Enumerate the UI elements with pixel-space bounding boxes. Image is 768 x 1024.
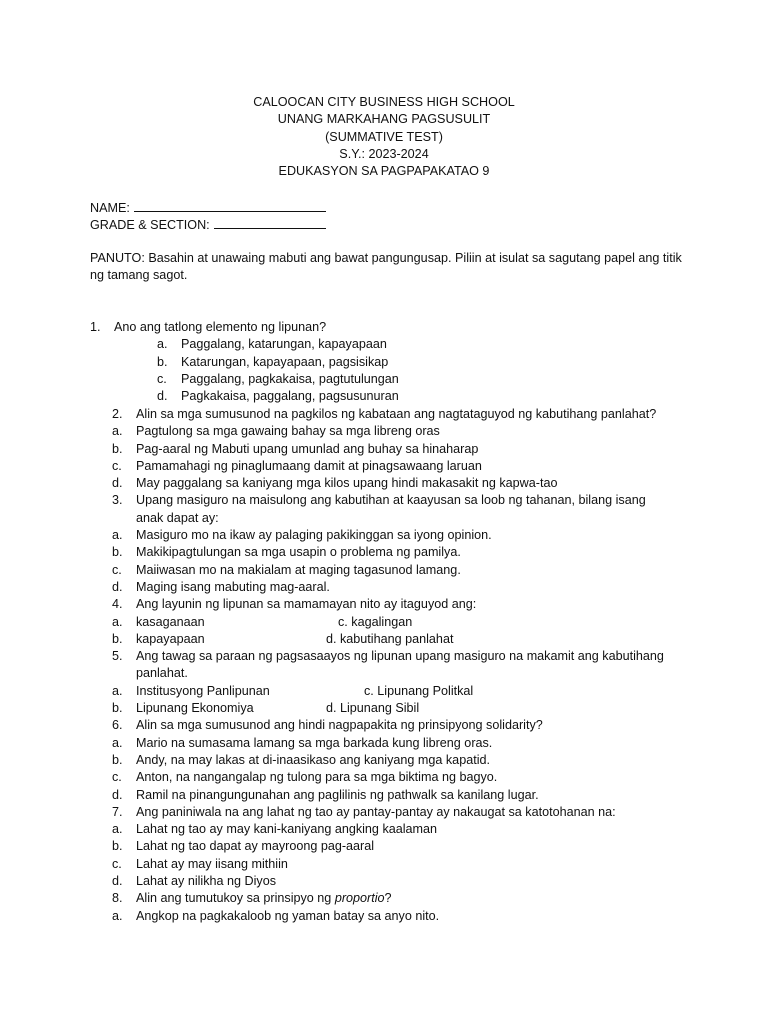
choice-letter: b.	[112, 441, 123, 456]
question-text: Ang layunin ng lipunan sa mamamayan nito ay itaguyod ang:	[136, 597, 477, 612]
choice-text: Katarungan, kapayapaan, pagsisikap	[181, 354, 389, 369]
choice-text: c. kagalingan	[338, 614, 413, 629]
name-field	[90, 199, 326, 217]
question-number: 4.	[112, 597, 123, 612]
question-number: 1.	[90, 320, 101, 334]
choice-letter: d.	[112, 476, 123, 491]
choice-text: Institusyong Panlipunan	[136, 683, 270, 698]
choice-text: Lahat ng tao dapat ay mayroong pag-aaral	[136, 839, 375, 854]
question-3	[112, 492, 672, 527]
question-text: Upang masiguro na maisulong ang kabutihan at kaayusan sa loob ng tahanan, bilang isang anak dapat ay:	[136, 493, 646, 525]
question-text: Alin sa mga sumusunod ang hindi nagpapakita ng prinsipyong solidarity?	[136, 718, 543, 733]
choice	[112, 562, 672, 579]
question-2	[112, 406, 672, 423]
choice	[112, 423, 672, 440]
choice	[112, 458, 672, 475]
choice-text: Mario na sumasama lamang sa mga barkada kung libreng oras.	[136, 735, 493, 750]
choice-letter: a.	[112, 683, 123, 698]
choice-letter: b.	[112, 631, 123, 646]
directions: PANUTO: Basahin at unawaing mabuti ang bawat pangungusap. Piliin at isulat sa sagutang papel ang titik ng tamang sagot.	[90, 251, 682, 283]
choice-text: May paggalang sa kaniyang mga kilos upang hindi makasakit ng kapwa-tao	[136, 476, 558, 491]
exam-header	[0, 94, 768, 180]
choice-text: Andy, na may lakas at di-inaasikaso ang kaniyang mga kapatid.	[136, 752, 490, 767]
choice-text: Pamamahagi ng pinaglumaang damit at pinagsawaang laruan	[136, 458, 482, 473]
question-8	[112, 890, 672, 907]
choice-row	[112, 631, 672, 648]
question-text: Ang tawag sa paraan ng pagsasaayos ng lipunan upang masiguro na makamit ang kabutihang panlahat.	[136, 649, 664, 681]
choice-letter: a.	[112, 614, 123, 629]
choice-text: Masiguro mo na ikaw ay palaging pakikinggan sa iyong opinion.	[136, 528, 492, 543]
choice	[112, 838, 672, 855]
choice-row	[112, 683, 672, 700]
school-name: CALOOCAN CITY BUSINESS HIGH SCHOOL	[253, 95, 515, 109]
choice	[112, 752, 672, 769]
grade-section-label: GRADE & SECTION:	[90, 218, 210, 232]
question-number: 8.	[112, 891, 123, 906]
choice-text: d. kabutihang panlahat	[326, 631, 454, 646]
choice-letter: c.	[157, 371, 167, 386]
choice-text: Lahat ay may iisang mithiin	[136, 856, 288, 871]
question-text-italic: proportio	[334, 891, 385, 906]
choice-text: Lipunang Ekonomiya	[136, 701, 254, 716]
choice	[112, 821, 672, 838]
choice-letter: d.	[112, 787, 123, 802]
choice-row	[112, 614, 672, 631]
choice-letter: c.	[112, 458, 122, 473]
choice-letter: b.	[112, 752, 123, 767]
grade-section-field	[90, 216, 326, 234]
choice	[112, 441, 672, 458]
question-text: Alin sa mga sumusunod na pagkilos ng kabataan ang nagtataguyod ng kabutihang panlahat?	[136, 407, 657, 421]
choice	[157, 388, 399, 405]
choice-letter: a.	[112, 735, 123, 750]
choice-letter: b.	[112, 839, 123, 854]
choice	[112, 873, 672, 890]
question-number: 6.	[112, 718, 123, 733]
question-text: Ang paniniwala na ang lahat ng tao ay pantay-pantay ay nakaugat sa katotohanan na:	[136, 804, 616, 819]
grade-section-blank	[214, 216, 326, 229]
school-year: S.Y.: 2023-2024	[339, 146, 429, 161]
choice-text: Pagkakaisa, paggalang, pagsusunuran	[181, 389, 399, 404]
choice-text: Pag-aaral ng Mabuti upang umunlad ang buhay sa hinaharap	[136, 441, 479, 456]
choice-text: Makikipagtulungan sa mga usapin o problema ng pamilya.	[136, 545, 461, 560]
choice-text: Pagtulong sa mga gawaing bahay sa mga libreng oras	[136, 424, 440, 439]
question-5	[112, 648, 672, 683]
choice-text: Paggalang, katarungan, kapayapaan	[181, 337, 387, 352]
choice-text: Ramil na pinangungunahan ang paglilinis ng pathwalk sa kanilang lugar.	[136, 787, 539, 802]
choice	[112, 856, 672, 873]
choice	[112, 527, 672, 544]
choice-text: d. Lipunang Sibil	[326, 701, 420, 716]
choice	[112, 735, 672, 752]
choice-letter: a.	[112, 908, 123, 923]
exam-title: UNANG MARKAHANG PAGSUSULIT	[277, 112, 491, 127]
name-label: NAME:	[90, 201, 130, 215]
choice	[112, 769, 672, 786]
choice	[157, 336, 387, 353]
subject-title: EDUKASYON SA PAGPAPAKATAO 9	[278, 164, 490, 179]
choice-text: Paggalang, pagkakaisa, pagtutulungan	[181, 371, 399, 386]
choice-text: kapayapaan	[136, 631, 205, 646]
question-list	[112, 406, 672, 925]
question-text-start: Alin ang tumutukoy sa prinsipyo ng	[136, 891, 335, 906]
choice	[112, 787, 672, 804]
choice-letter: c.	[112, 856, 122, 871]
choice-text: Anton, na nangangalap ng tulong para sa mga biktima ng bagyo.	[136, 770, 498, 785]
choice-letter: a.	[157, 337, 168, 352]
choice-text: Maiiwasan mo na makialam at maging tagasunod lamang.	[136, 562, 461, 577]
choice-letter: b.	[157, 354, 168, 369]
question-number: 7.	[112, 804, 123, 819]
choice-letter: b.	[112, 701, 123, 716]
choice	[112, 475, 672, 492]
question-text	[136, 890, 672, 907]
question-text: Ano ang tatlong elemento ng lipunan?	[114, 320, 327, 334]
choice-letter: d.	[112, 579, 123, 594]
question-number: 3.	[112, 493, 123, 508]
choice-letter: a.	[112, 528, 123, 543]
choice-text: Angkop na pagkakaloob ng yaman batay sa anyo nito.	[136, 908, 440, 923]
choice	[157, 354, 388, 371]
question-4	[112, 596, 672, 613]
question-number: 5.	[112, 649, 123, 664]
choice	[112, 544, 672, 561]
choice-row	[112, 700, 672, 717]
choice-text: c. Lipunang Politkal	[364, 683, 474, 698]
choice	[112, 579, 672, 596]
choice-letter: c.	[112, 770, 122, 785]
choice-letter: d.	[112, 874, 123, 889]
question-text-end: ?	[384, 891, 392, 906]
choice-letter: b.	[112, 545, 123, 560]
choice-letter: c.	[112, 562, 122, 577]
choice-text: Maging isang mabuting mag-aaral.	[136, 579, 330, 594]
exam-type: (SUMMATIVE TEST)	[325, 129, 443, 144]
choice	[157, 371, 399, 388]
choice-letter: a.	[112, 822, 123, 837]
question-6	[112, 717, 672, 734]
question-7	[112, 804, 672, 821]
choice-text: Lahat ng tao ay may kani-kaniyang angking kaalaman	[136, 822, 438, 837]
choice-letter: d.	[157, 389, 168, 404]
question-number: 2.	[112, 407, 123, 421]
choice-letter: a.	[112, 424, 123, 439]
choice-text: kasaganaan	[136, 614, 205, 629]
choice	[112, 908, 672, 925]
choice-text: Lahat ay nilikha ng Diyos	[136, 874, 277, 889]
name-blank	[134, 199, 326, 212]
